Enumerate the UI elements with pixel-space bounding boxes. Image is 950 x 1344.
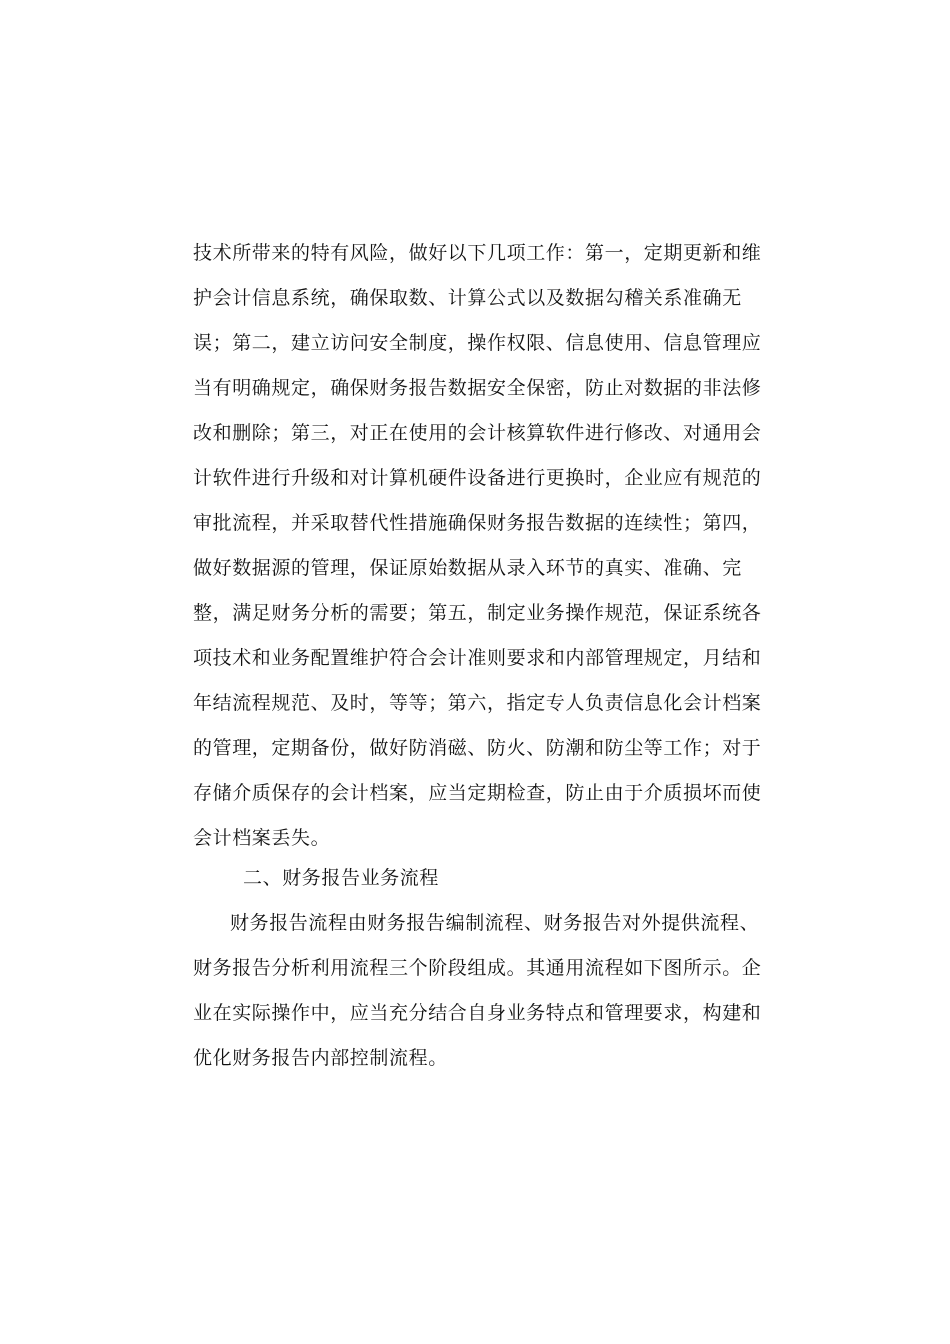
paragraph-line: 存储介质保存的会计档案，应当定期检查，防止由于介质损坏而使 (193, 782, 762, 804)
paragraph-line: 年结流程规范、及时，等等；第六，指定专人负责信息化会计档案 (193, 692, 762, 714)
paragraph-line: 护会计信息系统，确保取数、计算公式以及数据勾稽关系准确无 (193, 287, 742, 309)
paragraph-line: 改和删除；第三，对正在使用的会计核算软件进行修改、对通用会 (193, 422, 762, 444)
paragraph-line: 优化财务报告内部控制流程。 (193, 1047, 448, 1069)
paragraph-line: 财务报告分析利用流程三个阶段组成。其通用流程如下图所示。企 (193, 957, 762, 979)
paragraph-line: 计软件进行升级和对计算机硬件设备进行更换时，企业应有规范的 (193, 467, 762, 489)
paragraph-line: 的管理，定期备份，做好防消磁、防火、防潮和防尘等工作；对于 (193, 737, 762, 759)
paragraph-line: 会计档案丢失。 (193, 827, 331, 849)
paragraph-line: 当有明确规定，确保财务报告数据安全保密，防止对数据的非法修 (193, 377, 762, 399)
paragraph-line: 审批流程，并采取替代性措施确保财务报告数据的连续性；第四， (193, 512, 762, 534)
paragraph-line: 财务报告流程由财务报告编制流程、财务报告对外提供流程、 (230, 912, 760, 934)
paragraph-line: 误；第二，建立访问安全制度，操作权限、信息使用、信息管理应 (193, 332, 762, 354)
paragraph-line: 技术所带来的特有风险，做好以下几项工作：第一，定期更新和维 (193, 242, 762, 264)
paragraph-line: 项技术和业务配置维护符合会计准则要求和内部管理规定，月结和 (193, 647, 762, 669)
paragraph-line: 整，满足财务分析的需要；第五，制定业务操作规范，保证系统各 (193, 602, 762, 624)
paragraph-line: 业在实际操作中，应当充分结合自身业务特点和管理要求，构建和 (193, 1002, 762, 1024)
paragraph-line: 做好数据源的管理，保证原始数据从录入环节的真实、准确、完 (193, 557, 742, 579)
section-heading: 二、财务报告业务流程 (243, 867, 440, 889)
